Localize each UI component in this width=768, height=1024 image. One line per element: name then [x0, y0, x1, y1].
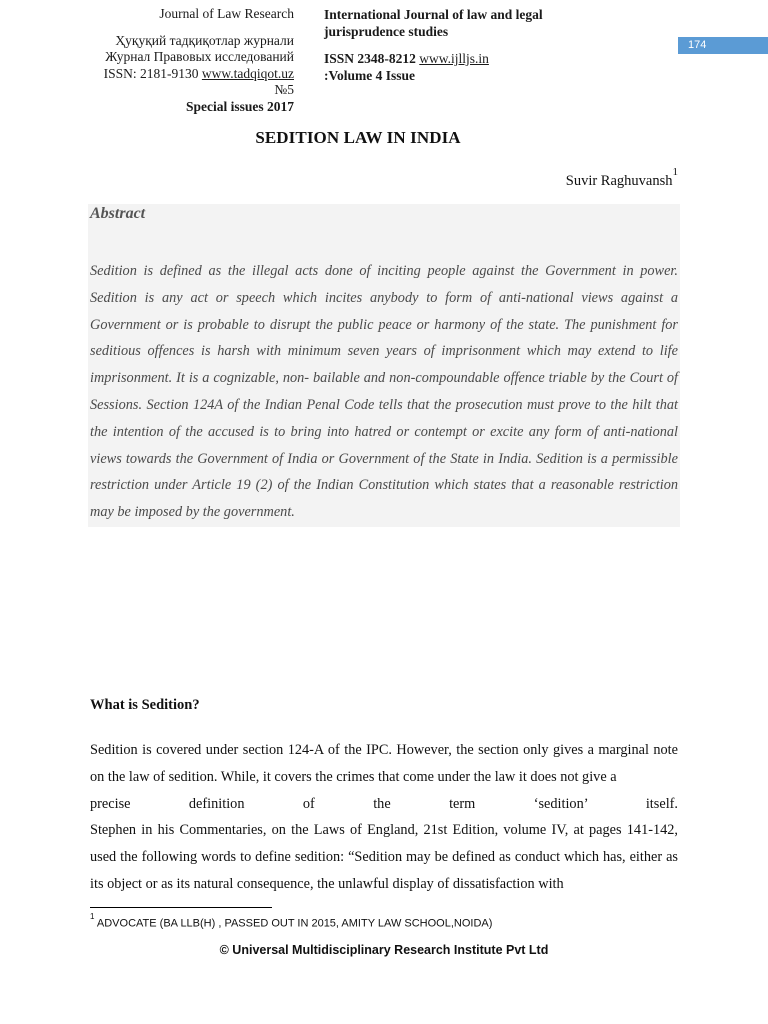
body-paragraph-part2: Stephen in his Commentaries, on the Laws of England, 21st Edition, volume IV, at pages 141-142, used the following words to define sedition: “Sedition may be defined as conduct which has, either as its object or as its natural consequence, the unlawful display of dissatisfaction with	[90, 822, 678, 892]
body-paragraph-part1: Sedition is covered under section 124-A of the IPC. However, the section only gives a marginal note on the law of sedition. While, it covers the crimes that come under the law it does not give a	[90, 742, 678, 785]
author-footnote-marker[interactable]: 1	[672, 166, 678, 178]
journal-name-right: International Journal of law and legal jurisprudence studies	[324, 7, 543, 39]
footnote-marker: 1	[90, 912, 95, 921]
issn-line	[324, 50, 564, 67]
cyrillic-line: Ҳуқуқий тадқиқотлар журнали Журнал Правовых исследований ISSN: 2181-9130	[103, 32, 294, 81]
footnote-text: ADVOCATE (BA LLB(H) , PASSED OUT IN 2015, AMITY LAW SCHOOL,NOIDA)	[96, 917, 493, 930]
author-line	[565, 166, 678, 190]
journal-info-cyrillic	[96, 33, 294, 99]
page-number: 174	[678, 37, 768, 54]
section-heading: What is Sedition?	[90, 697, 200, 713]
journal-name-left: Journal of Law Research	[159, 6, 294, 21]
abstract-heading: Abstract	[90, 205, 146, 222]
copyright-footer: © Universal Multidisciplinary Research Institute Pvt Ltd	[219, 943, 549, 957]
special-issues: Special issues 2017	[185, 98, 294, 114]
header-left	[96, 6, 294, 115]
header-right	[324, 6, 564, 84]
body-text	[90, 737, 678, 898]
article-title: SEDITION LAW IN INDIA	[255, 128, 461, 147]
footnote-divider	[90, 907, 272, 908]
website-link-left[interactable]: www.tadqiqot.uz	[201, 65, 294, 81]
body-spread-line: precise definition of the term ‘sedition’ itself.	[90, 795, 678, 812]
issue-number: №5	[274, 82, 294, 97]
footnote	[90, 912, 493, 930]
website-link-right[interactable]: www.ijlljs.in	[419, 51, 489, 66]
volume-line: :Volume 4 Issue	[324, 68, 416, 83]
abstract-text: Sedition is defined as the illegal acts done of inciting people against the Government in power. Sedition is any act or speech which incites anybody to form of anti-national views against a Government or is probable to disrupt the public peace or harmony of the state. The punishment for seditious offences is harsh with minimum seven years of imprisonment which may extend to life imprisonment. It is a cognizable, non- bailable and non-compoundable offence triable by the Court of Sessions. Section 124A of the Indian Penal Code tells that the prosecution must prove to the hilt that the intention of the accused is to bring into hatred or contempt or excite any form of anti-national views towards the Government of India or Government of the State in India. Sedition is a permissible restriction under Article 19 (2) of the Indian Constitution which states that a reasonable restriction may be imposed by the government.	[90, 263, 678, 521]
issn-right: ISSN 2348-8212	[324, 51, 416, 66]
author-name: Suvir Raghuvansh	[565, 172, 673, 189]
